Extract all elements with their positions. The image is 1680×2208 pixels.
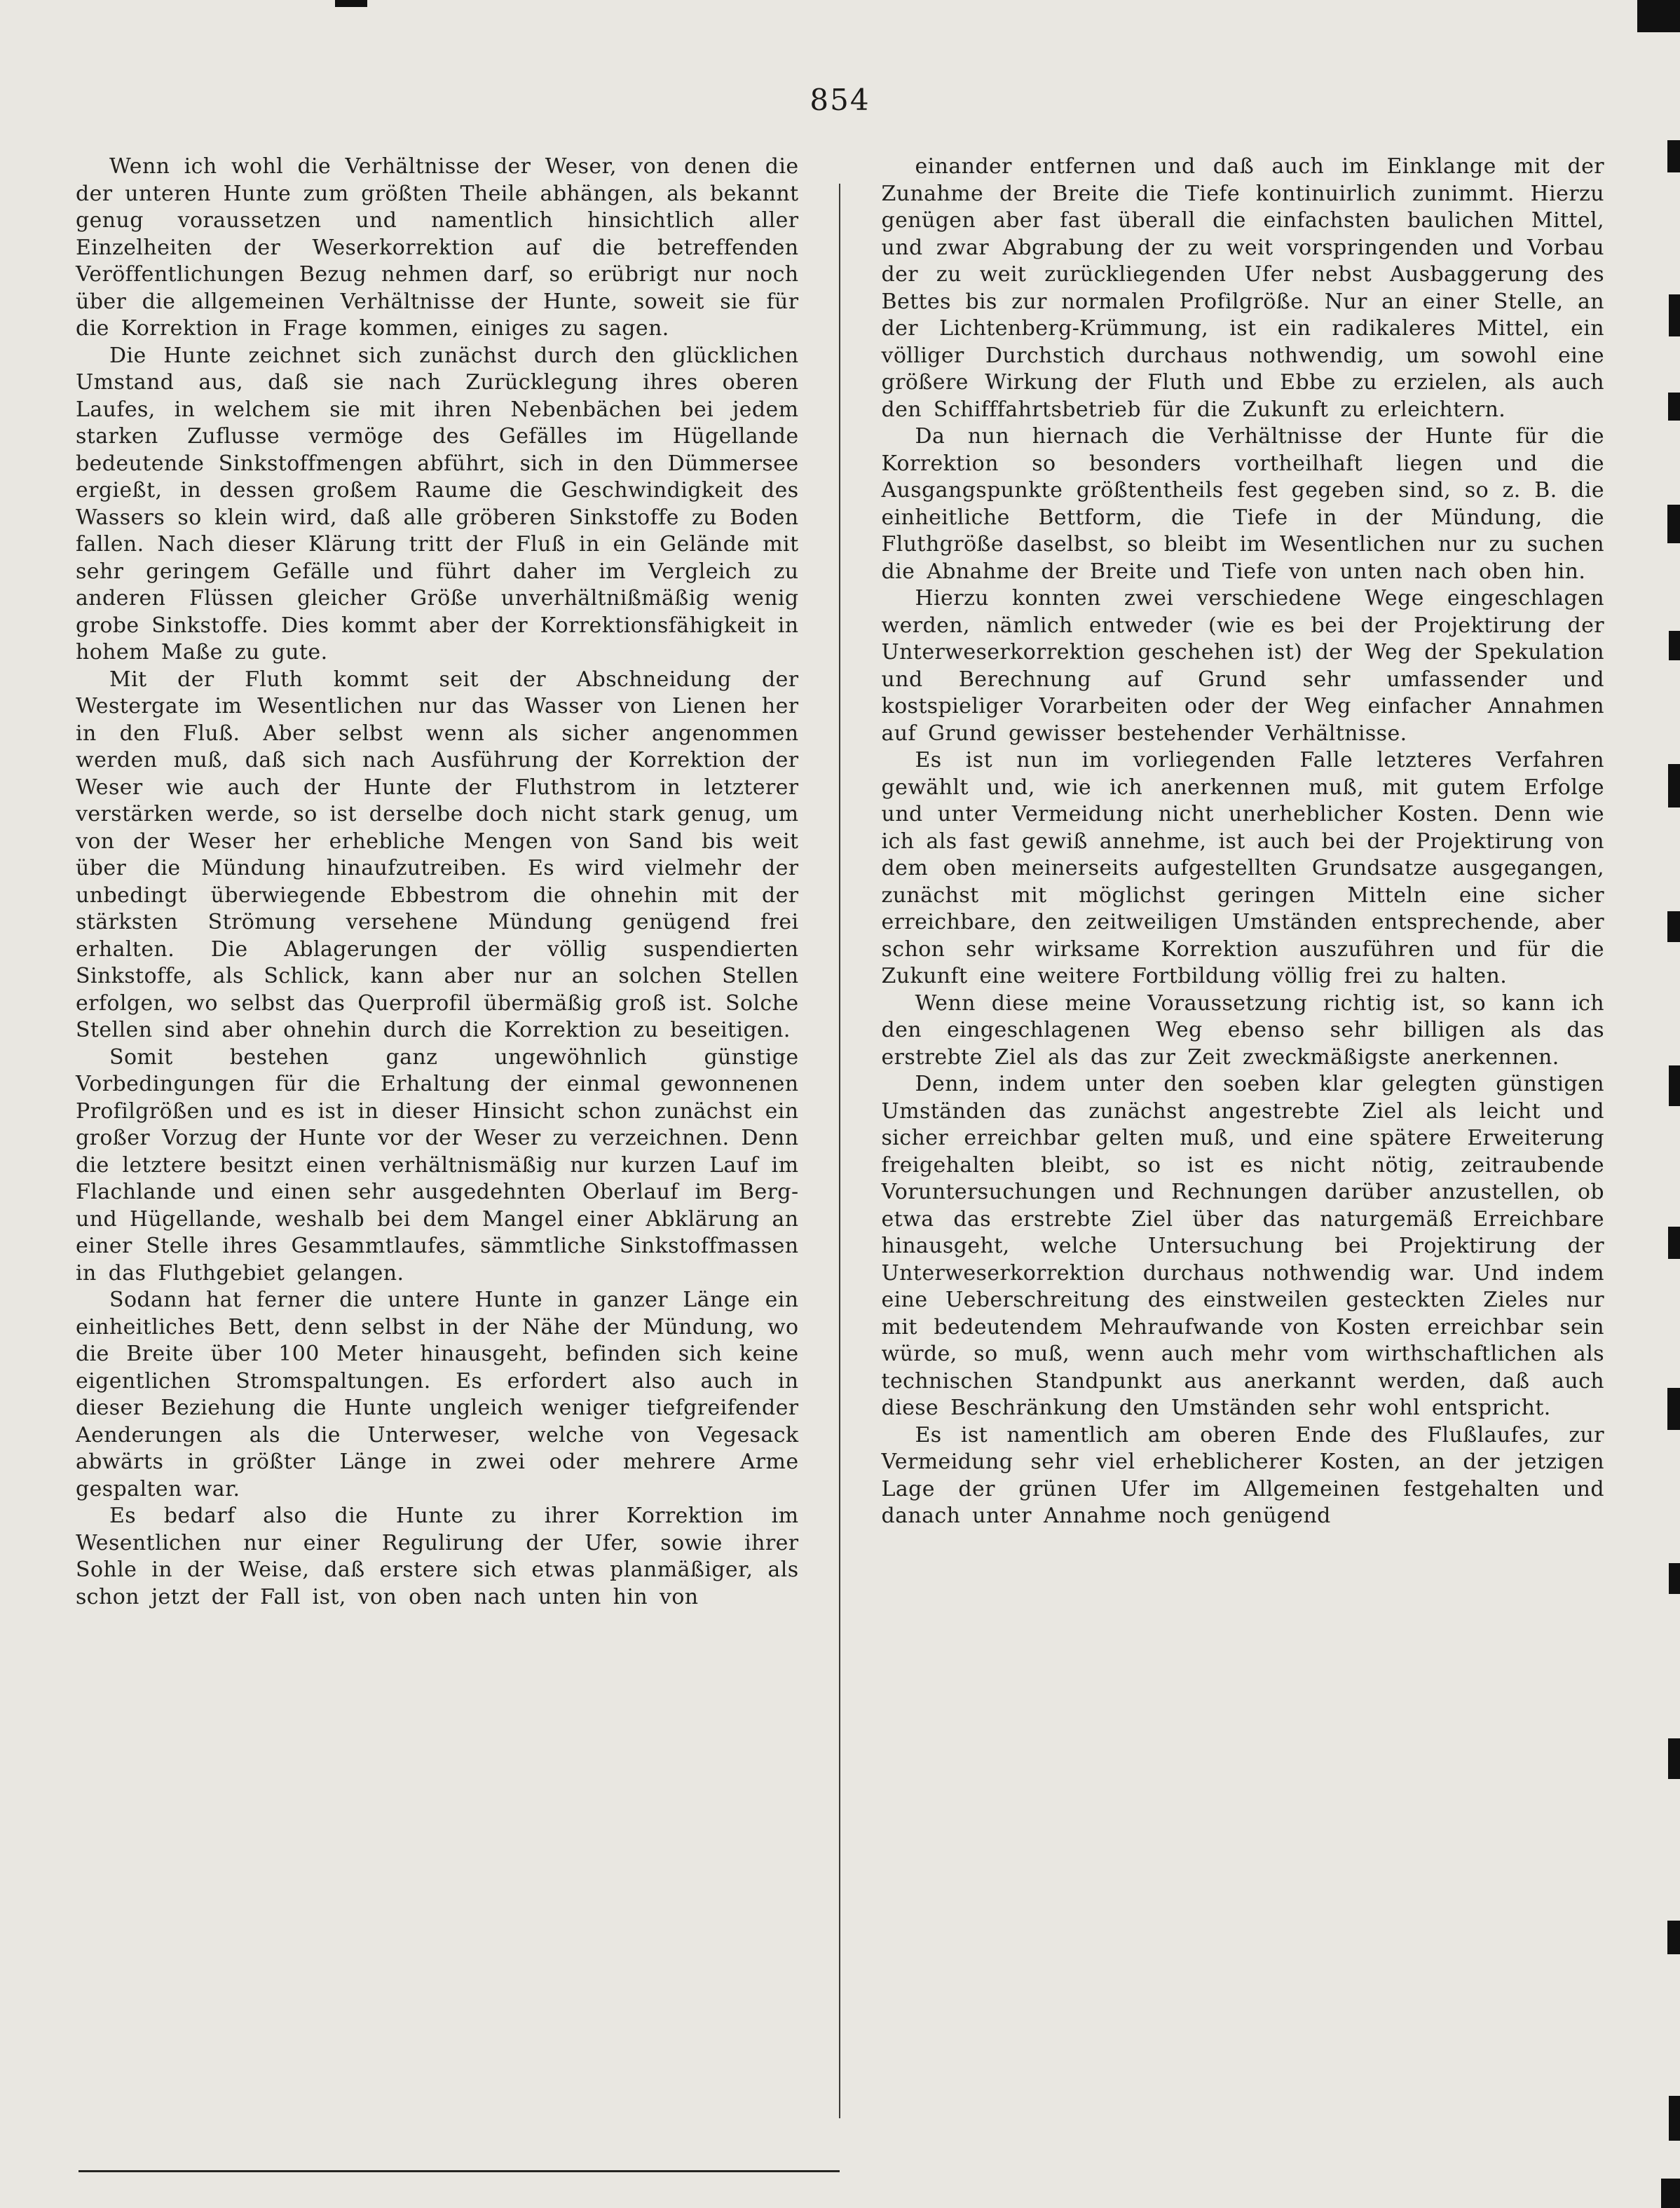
scan-artifact bbox=[1669, 1563, 1680, 1594]
scan-artifact bbox=[1667, 140, 1680, 172]
scan-artifact bbox=[335, 0, 367, 7]
bottom-rule bbox=[78, 2170, 840, 2172]
column-divider bbox=[839, 184, 840, 2118]
scan-artifact bbox=[1667, 911, 1680, 942]
scan-artifact bbox=[1668, 393, 1680, 421]
scan-artifact bbox=[1669, 1065, 1680, 1106]
scan-artifact bbox=[1667, 1921, 1680, 1954]
paragraph: Somit bestehen ganz ungewöhnlich günstige Vorbedingungen für die Erhaltung der einmal gewonnenen Profilgrößen und es ist in dieser Hinsicht schon zunächst ein großer Vorzug der Hunte vor der Weser zu verzeichnen. Denn die letztere besitzt einen verhältnismäßig nur kurzen Lauf im Flachlande und einen sehr ausgedehnten Oberlauf im Berg- und Hügellande, weshalb bei dem Mangel einer Abklärung an einer Stelle ihres Gesammtlaufes, sämmtliche Sinkstoffmassen in das Fluthgebiet gelangen. bbox=[76, 1044, 799, 1286]
paragraph: Mit der Fluth kommt seit der Abschneidung der Westergate im Wesentlichen nur das Wasser von Lienen her in den Fluß. Aber selbst wenn als sicher angenommen werden muß, daß sich nach Ausführung der Korrektion der Weser wie auch der Hunte der Fluthstrom in letzterer verstärken werde, so ist derselbe doch nicht stark genug, um von der Weser her erhebliche Mengen von Sand bis weit über die Mündung hinaufzutreiben. Es wird vielmehr der unbedingt überwiegende Ebbestrom die ohnehin mit der stärksten Strömung versehene Mündung genügend frei erhalten. Die Ablagerungen der völlig suspendierten Sinkstoffe, als Schlick, kann aber nur an solchen Stellen erfolgen, wo selbst das Querprofil übermäßig groß ist. Solche Stellen sind aber ohnehin durch die Korrektion zu beseitigen. bbox=[76, 667, 799, 1042]
scan-artifact bbox=[1667, 1388, 1680, 1430]
right-column bbox=[882, 154, 1605, 1611]
paragraph: Die Hunte zeichnet sich zunächst durch den glücklichen Umstand aus, daß sie nach Zurücklegung ihres oberen Laufes, in welchem sie mit ihren Nebenbächen bei jedem starken Zuflusse vermöge des Gefälles im Hügellande bedeutende Sinkstoffmengen abführt, sich in den Dümmersee ergießt, in dessen großem Raume die Geschwindigkeit des Wassers so klein wird, daß alle gröberen Sinkstoffe zu Boden fallen. Nach dieser Klärung tritt der Fluß in ein Gelände mit sehr geringem Gefälle und führt daher im Vergleich zu anderen Flüssen gleicher Größe unverhältnißmäßig wenig grobe Sinkstoffe. Dies kommt aber der Korrektionsfähigkeit in hohem Maße zu gute. bbox=[76, 343, 799, 665]
scan-artifact bbox=[1637, 0, 1680, 32]
scan-artifact bbox=[1669, 631, 1680, 660]
paragraph: Es ist nun im vorliegenden Falle letzteres Verfahren gewählt und, wie ich anerkennen muß, mit gutem Erfolge und unter Vermeidung nicht unerheblicher Kosten. Denn wie ich als fast gewiß annehme, ist auch bei der Projektirung von dem oben meinerseits aufgestellten Grundsatze ausgegangen, zunächst mit möglichst geringen Mitteln eine sicher erreichbare, den zeitweiligen Umständen entsprechende, aber schon sehr wirksame Korrektion auszuführen und für die Zukunft eine weitere Fortbildung völlig frei zu halten. bbox=[881, 748, 1604, 988]
scan-artifact bbox=[1669, 294, 1680, 336]
paragraph: einander entfernen und daß auch im Einklange mit der Zunahme der Breite die Tiefe kontinuirlich zunimmt. Hierzu genügen aber fast überall die einfachsten baulichen Mittel, und zwar Abgrabung der zu weit vorspringenden und Vorbau der zu weit zurückliegenden Ufer nebst Ausbaggerung des Bettes bis zur normalen Profilgröße. Nur an einer Stelle, an der Lichtenberg-Krümmung, ist ein radikaleres Mittel, ein völliger Durchstich durchaus nothwendig, um sowohl eine größere Wirkung der Fluth und Ebbe zu erzielen, als auch den Schifffahrtsbetrieb für die Zukunft zu erleichtern. bbox=[881, 154, 1604, 422]
scan-artifact bbox=[1667, 505, 1680, 543]
paragraph: Es ist namentlich am oberen Ende des Flußlaufes, zur Vermeidung sehr viel erheblicherer Kosten, an der jetzigen Lage der grünen Ufer im Allgemeinen festgehalten und danach unter Annahme noch genügend bbox=[881, 1422, 1604, 1528]
paragraph: Es bedarf also die Hunte zu ihrer Korrektion im Wesentlichen nur einer Regulirung der Ufer, sowie ihrer Sohle in der Weise, daß erstere sich etwas planmäßiger, als schon jetzt der Fall ist, von oben nach unten hin von bbox=[76, 1504, 799, 1609]
scan-artifact bbox=[1668, 764, 1680, 807]
scan-artifact bbox=[1669, 2096, 1680, 2141]
paragraph: Sodann hat ferner die untere Hunte in ganzer Länge ein einheitliches Bett, denn selbst in der Nähe der Mündung, wo die Breite über 100 Meter hinausgeht, befinden sich keine eigentlichen Stromspaltungen. Es erfordert also auch in dieser Beziehung die Hunte ungleich weniger tiefgreifender Aenderungen als die Unterweser, welche von Vegesack abwärts in größter Länge in zwei oder mehrere Arme gespalten war. bbox=[76, 1288, 799, 1501]
paragraph: Da nun hiernach die Verhältnisse der Hunte für die Korrektion so besonders vortheilhaft liegen und die Ausgangspunkte größtentheils fest gegeben sind, so z. B. die einheitliche Bettform, die Tiefe in der Mündung, die Fluthgröße daselbst, so bleibt im Wesentlichen nur zu suchen die Abnahme der Breite und Tiefe von unten nach oben hin. bbox=[881, 424, 1604, 584]
paragraph: Hierzu konnten zwei verschiedene Wege eingeschlagen werden, nämlich entweder (wie es bei der Projektirung der Unterweserkorrektion geschehen ist) der Weg der Spekulation und Berechnung auf Grund sehr umfassender und kostspieliger Vorarbeiten oder der Weg einfacher Annahmen auf Grund gewisser bestehender Verhältnisse. bbox=[881, 586, 1604, 746]
scan-artifact bbox=[1661, 2179, 1680, 2208]
page-number: 854 bbox=[810, 83, 870, 117]
left-column bbox=[76, 154, 799, 1611]
paragraph: Denn, indem unter den soeben klar gelegten günstigen Umständen das zunächst angestrebte Ziel als leicht und sicher erreichbar gelten muß, und eine spätere Erweiterung freigehalten bleibt, so ist es nicht nötig, zeitraubende Voruntersuchungen und Rechnungen darüber anzustellen, ob etwa das erstrebte Ziel über das naturgemäß Erreichbare hinausgeht, welche Untersuchung bei Projektirung der Unterweserkorrektion durchaus nothwendig war. Und indem eine Ueberschreitung des einstweilen gesteckten Zieles nur mit bedeutendem Mehraufwande von Kosten erreichbar sein würde, so muß, wenn auch mehr vom wirthschaftlichen als technischen Standpunkt aus anerkannt werden, daß auch diese Beschränkung den Umständen sehr wohl entspricht. bbox=[881, 1072, 1604, 1420]
scan-artifact bbox=[1668, 1738, 1680, 1779]
paragraph: Wenn diese meine Voraussetzung richtig ist, so kann ich den eingeschlagenen Weg ebenso sehr billigen als das erstrebte Ziel als das zur Zeit zweckmäßigste anerkennen. bbox=[881, 990, 1604, 1070]
scan-artifact bbox=[1668, 1227, 1680, 1259]
paragraph: Wenn ich wohl die Verhältnisse der Weser, von denen die der unteren Hunte zum größten Theile abhängen, als bekannt genug voraussetzen und namentlich hinsichtlich aller Einzelheiten der Weserkorrektion auf die betreffenden Veröffentlichungen Bezug nehmen darf, so erübrigt nur noch über die allgemeinen Verhältnisse der Hunte, soweit sie für die Korrektion in Frage kommen, einiges zu sagen. bbox=[76, 154, 799, 341]
